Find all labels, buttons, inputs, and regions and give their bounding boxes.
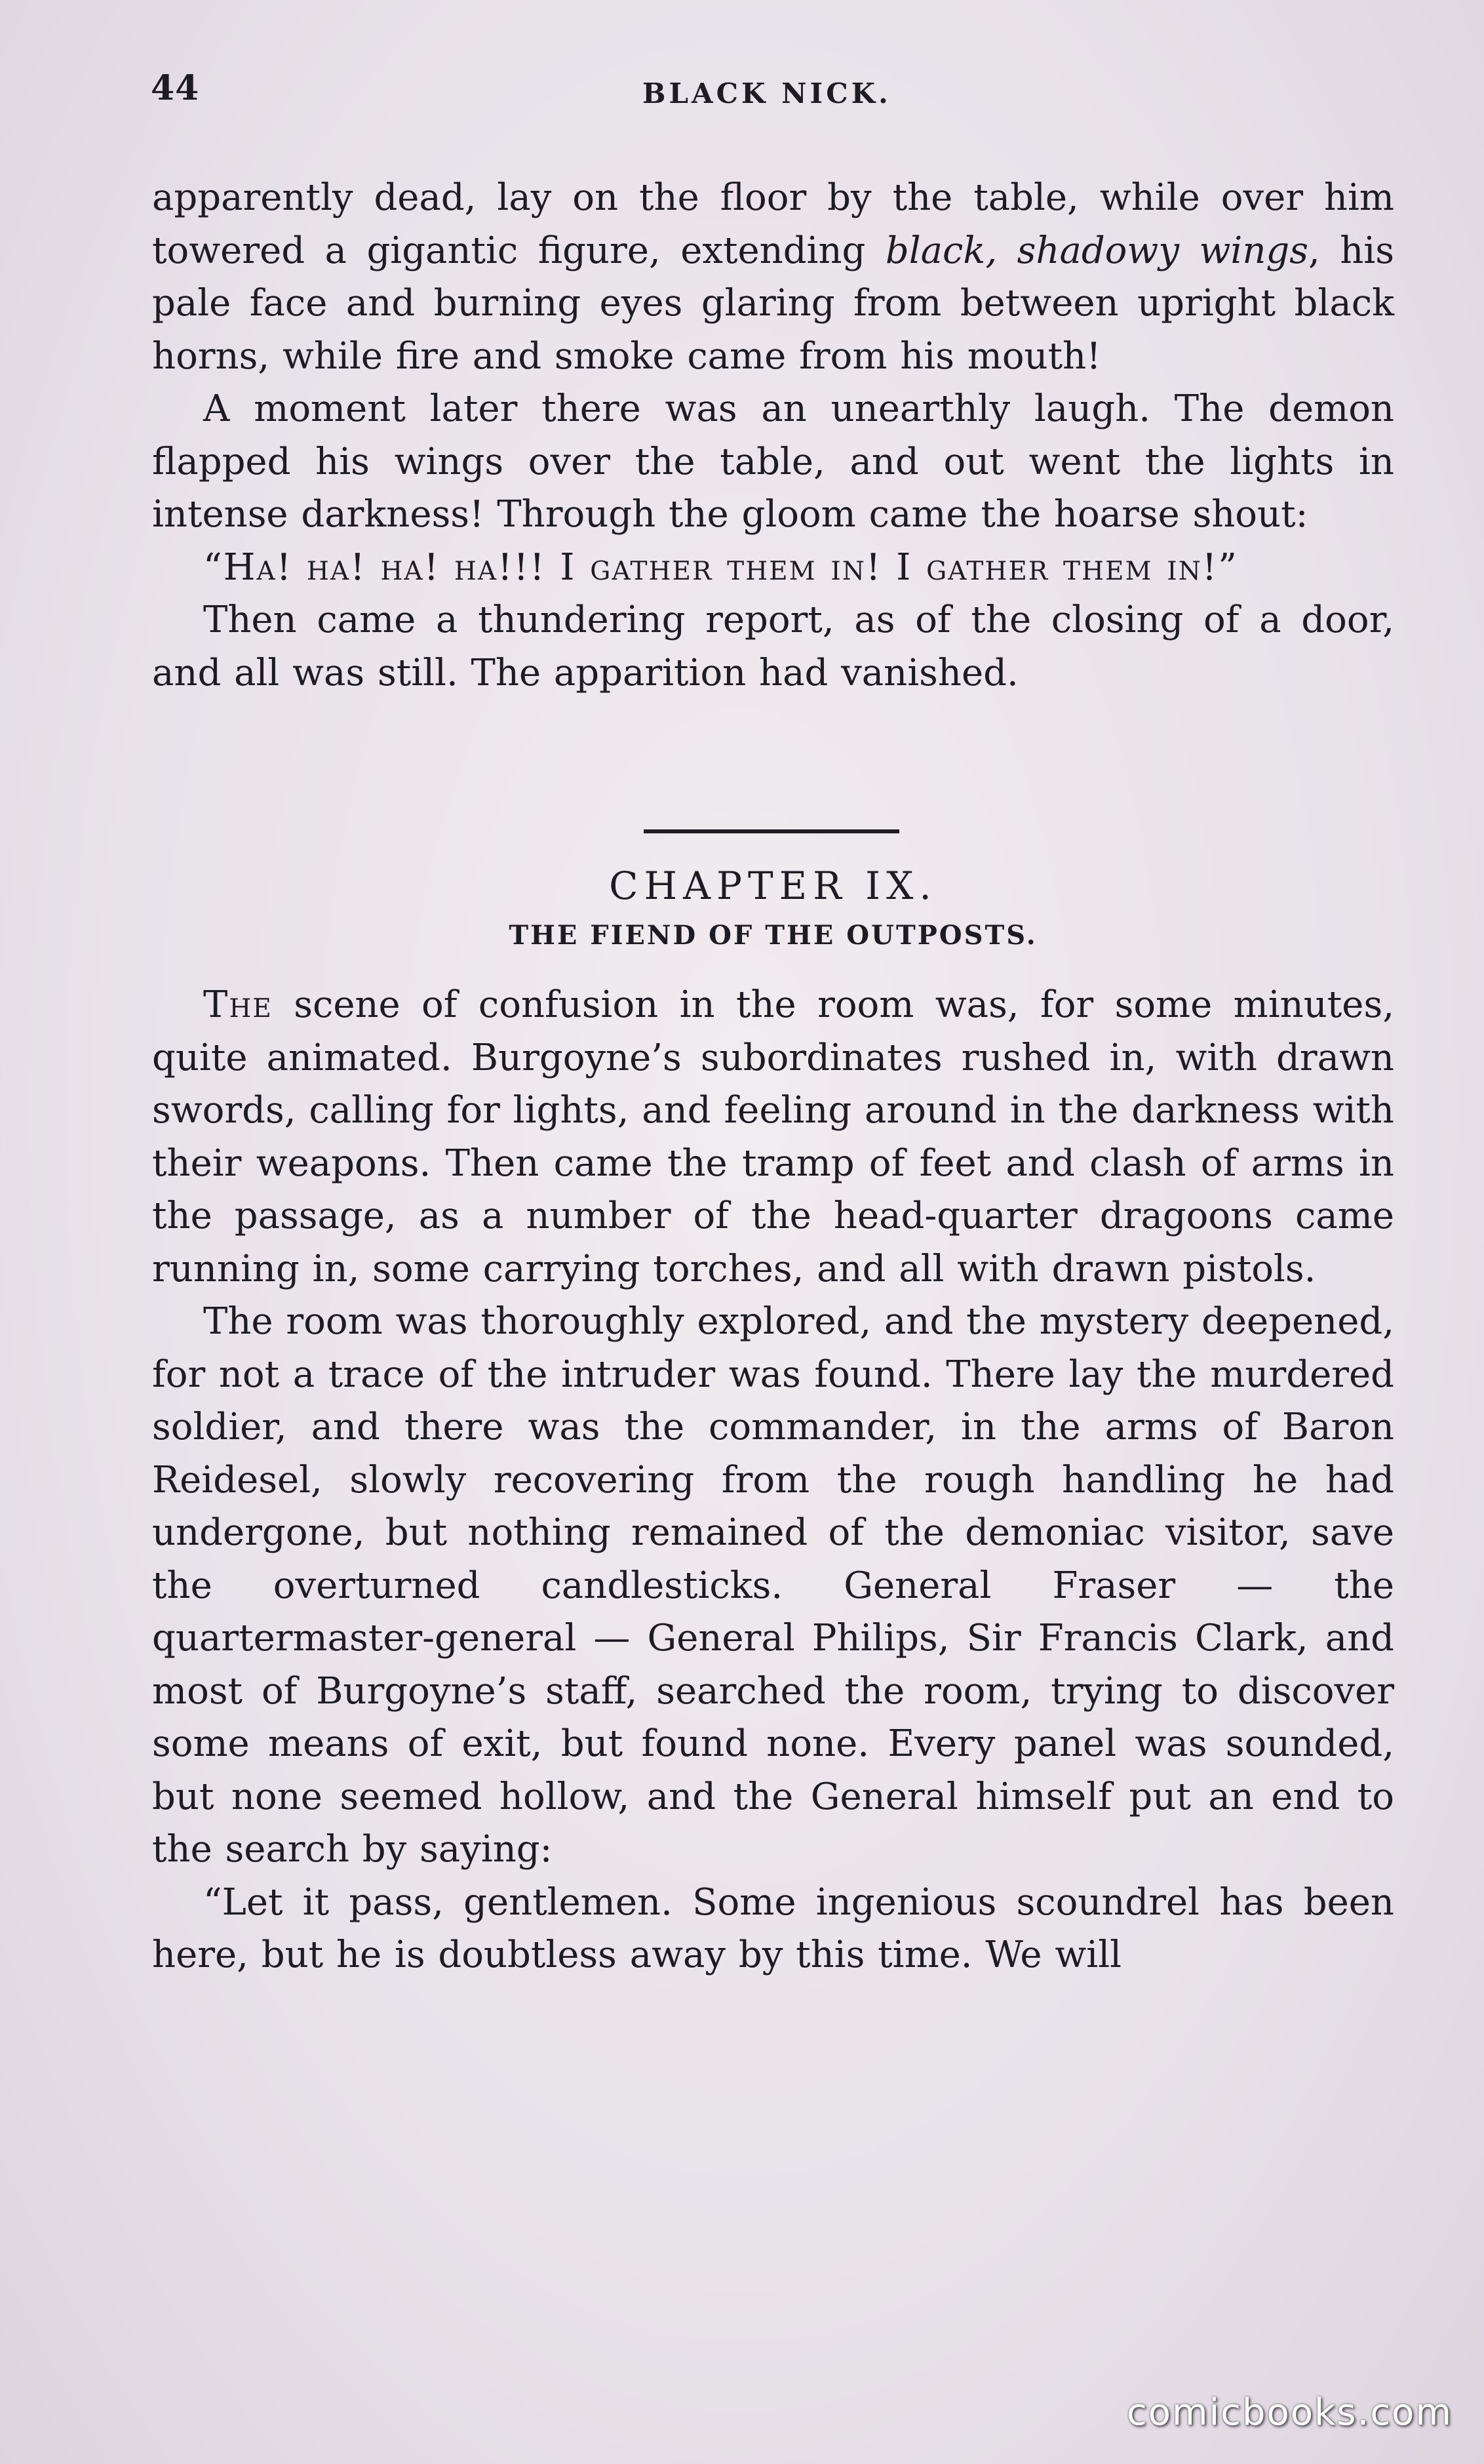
paragraph-text: , his pale face and burning eyes glaring from between upright black horns, while fire and smoke came from his mouth! <box>152 229 1394 378</box>
divider-rule <box>644 829 899 833</box>
page-number: 44 <box>151 68 200 108</box>
paragraph: Then came a thundering report, as of the closing of a door, and all was still. The apparition had vanished. <box>152 599 1394 694</box>
paragraph <box>152 979 1394 1296</box>
running-head: BLACK NICK. <box>642 77 891 109</box>
section-divider <box>152 700 1394 857</box>
chapter-title: CHAPTER IX. <box>609 864 937 908</box>
lead-word: The <box>203 984 273 1026</box>
paragraph-text: apparently dead, lay on the floor by the table, while over him towered a gigantic figure, extending <box>152 176 1394 272</box>
chapter-subtitle: THE FIEND OF THE OUTPOSTS. <box>509 920 1038 951</box>
shout-paragraph: “Ha! ha! ha! ha!!! I gather them in! I gather them in!” <box>203 546 1238 589</box>
page-header <box>151 68 1396 127</box>
paragraph: “Let it pass, gentlemen. Some ingenious scoundrel has been here, but he is doubtless away by this time. We will <box>152 1880 1394 1976</box>
emphasis-text: black, shadowy wings <box>885 229 1308 272</box>
paragraph: The room was thoroughly explored, and the mystery deepened, for not a trace of the intruder was found. There lay the murdered soldier, and there was the commander, in the arms of Baron Reidesel, slowly recovering from the rough handling he had undergone, but nothing remained of the demoniac visitor, save the overturned candlesticks. General Fraser — the quartermaster-general — General Philips, Sir Francis Clark, and most of Burgoyne’s staff, searched the room, trying to discover some means of exit, but found none. Every panel was sounded, but none seemed hollow, and the General himself put an end to the search by saying: <box>152 1300 1394 1871</box>
watermark-text: comicbooks.com <box>1126 2391 1453 2434</box>
paragraph <box>152 172 1394 383</box>
paragraph-text: scene of confusion in the room was, for some minutes, quite animated. Burgoyne’s subordinates rushed in, with drawn swords, calling for lights, and feeling around in the darkness with their weapons. Then came the tramp of feet and clash of arms in the passage, as a number of the head-quarter dragoons came running in, some carrying torches, and all with drawn pistols. <box>152 984 1394 1290</box>
paragraph: A moment later there was an unearthly laugh. The demon flapped his wings over the table, and out went the lights in intense darkness! Through the gloom came the hoarse shout: <box>152 387 1394 536</box>
page-text <box>152 172 1394 1982</box>
